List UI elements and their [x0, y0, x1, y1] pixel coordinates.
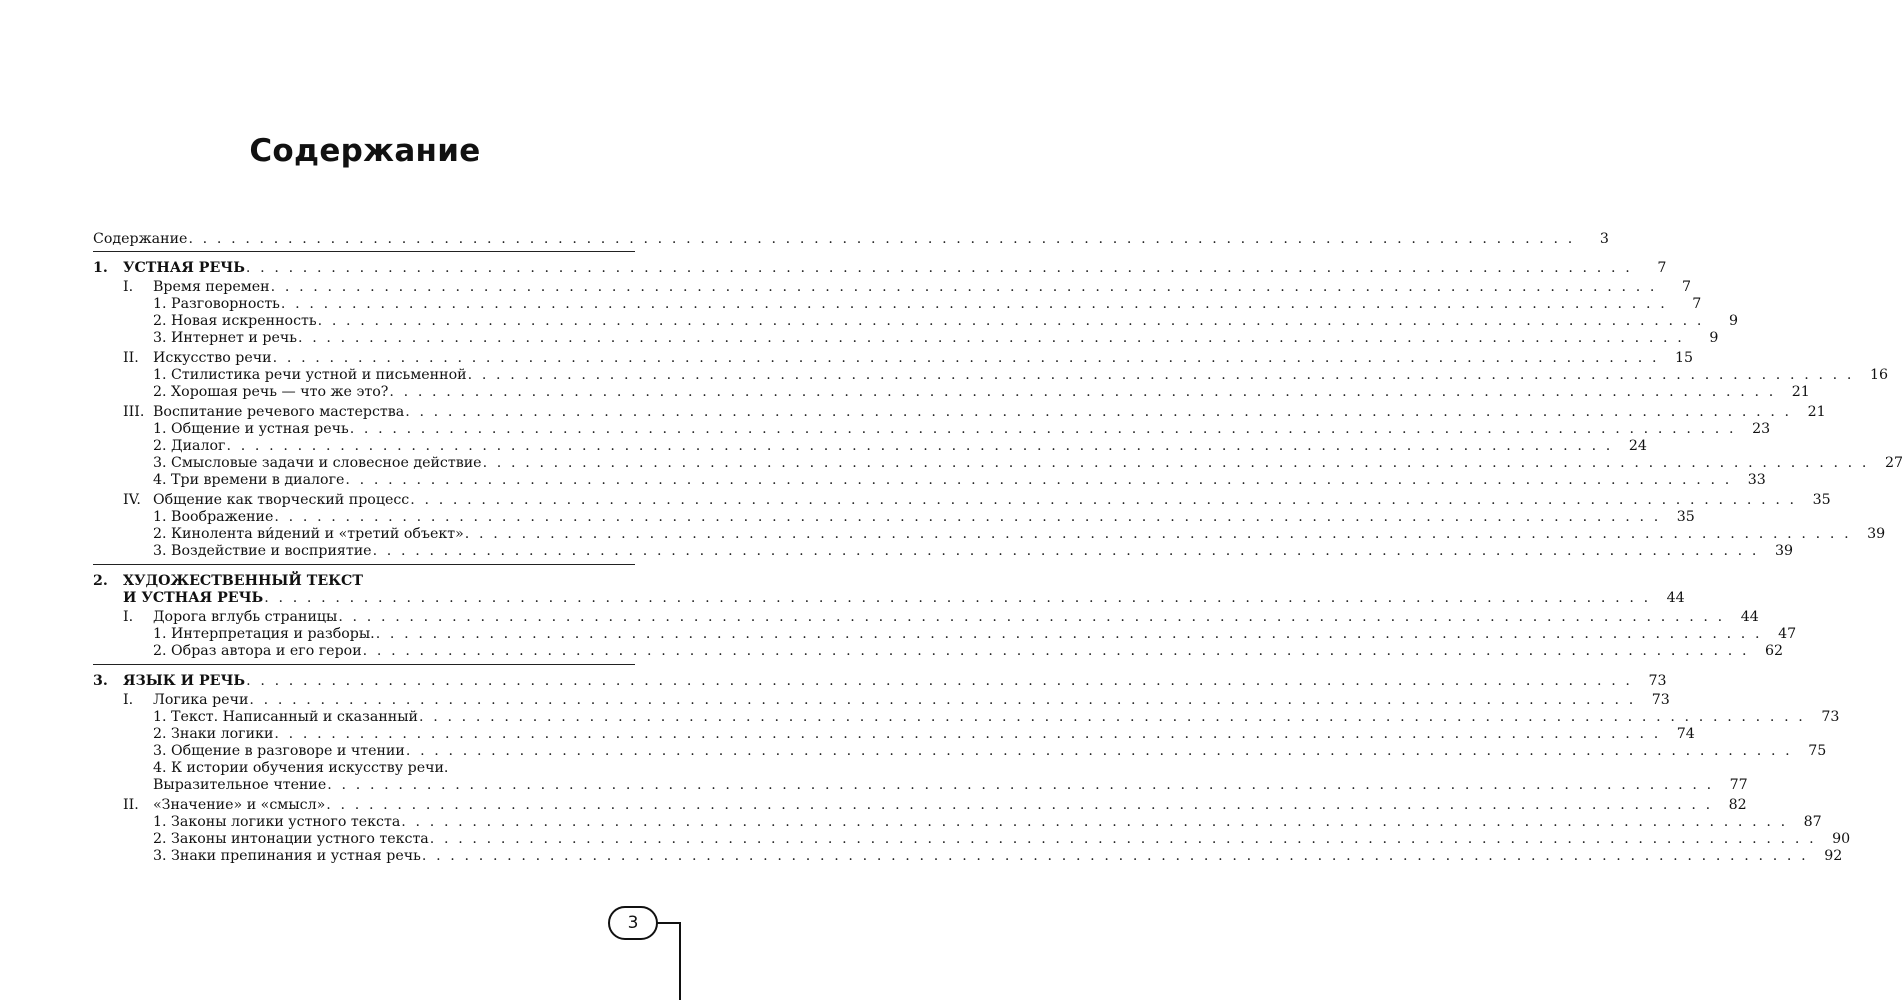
toc-entry-page: 39: [1867, 526, 1886, 542]
toc-entry-label: 2. Диалог: [153, 438, 226, 454]
toc-entry[interactable]: [93, 330, 1719, 347]
dot-leader: . . . . . . . . . . . . . . . . . . . . . . . . . . . . . . . . . . . . . . . . . . . . . . . . . . . . . . . . . . . . . . . . . . . . . . . . . . . . . . . . . . . . . . . . . . . . . . . . . .: [264, 590, 1651, 606]
dot-leader: . . . . . . . . . . . . . . . . . . . . . . . . . . . . . . . . . . . . . . . . . . . . . . . . . . . . . . . . . . . . . . . . . . . . . . . . . . . . . . . . . . . . . . . . . . . . . . . . . .: [482, 455, 1869, 471]
dot-leader: . . . . . . . . . . . . . . . . . . . . . . . . . . . . . . . . . . . . . . . . . . . . . . . . . . . . . . . . . . . . . . . . . . . . . . . . . . . . . . . . . . . . . . . . . . . . . . . . . .: [421, 848, 1809, 864]
toc-entry-page: 73: [1821, 709, 1840, 725]
toc-entry-label: 3. Смысловые задачи и словесное действие: [153, 455, 482, 471]
toc-entry-label: 1. Воображение: [153, 509, 274, 525]
toc-section-entry[interactable]: [93, 692, 1670, 709]
toc-entry-page: 82: [1728, 797, 1747, 813]
toc-entry-label: 2. Кинолента ви́дений и «третий объект»: [153, 526, 464, 542]
dot-leader: . . . . . . . . . . . . . . . . . . . . . . . . . . . . . . . . . . . . . . . . . . . . . . . . . . . . . . . . . . . . . . . . . . . . . . . . . . . . . . . . . . . . . . . . . . . . . . . . . .: [188, 231, 1575, 247]
toc-entry-page: 73: [1651, 692, 1670, 708]
dot-leader: . . . . . . . . . . . . . . . . . . . . . . . . . . . . . . . . . . . . . . . . . . . . . . . . . . . . . . . . . . . . . . . . . . . . . . . . . . . . . . . . . . . . . . . . . . . . . . . . . .: [270, 279, 1658, 295]
toc-entry[interactable]: [93, 384, 1810, 401]
toc-entry[interactable]: [93, 509, 1695, 526]
toc-entry-page: 74: [1676, 726, 1695, 742]
toc-entry-label: 1. Текст. Написанный и сказанный: [153, 709, 418, 725]
toc-entry[interactable]: [93, 313, 1739, 330]
dot-leader: . . . . . . . . . . . . . . . . . . . . . . . . . . . . . . . . . . . . . . . . . . . . . . . . . . . . . . . . . . . . . . . . . . . . . . . . . . . . . . . . . . . . . . . . . . . . . . . . . .: [372, 543, 1759, 559]
dot-leader: . . . . . . . . . . . . . . . . . . . . . . . . . . . . . . . . . . . . . . . . . . . . . . . . . . . . . . . . . . . . . . . . . . . . . . . . . . . . . . . . . . . . . . . . . . . . . . . . . .: [274, 509, 1661, 525]
page-marker-line: [679, 922, 681, 1000]
toc-section: [93, 401, 1903, 489]
dot-leader: . . . . . . . . . . . . . . . . . . . . . . . . . . . . . . . . . . . . . . . . . . . . . . . . . . . . . . . . . . . . . . . . . . . . . . . . . . . . . . . . . . . . . . . . . . . . . . . . . .: [467, 367, 1855, 383]
toc-entry-page: 77: [1729, 777, 1748, 793]
toc-entry-label: 2. Образ автора и его герои: [153, 643, 362, 659]
dot-leader: . . . . . . . . . . . . . . . . . . . . . . . . . . . . . . . . . . . . . . . . . . . . . . . . . . . . . . . . . . . . . . . . . . . . . . . . . . . . . . . . . . . . . . . . . . . . . . . . . .: [375, 626, 1763, 642]
toc-entry[interactable]: [93, 421, 1771, 438]
toc-chapter: [93, 570, 1797, 665]
toc-section-entry[interactable]: [93, 404, 1826, 421]
toc-section: [93, 690, 1840, 794]
dot-leader: . . . . . . . . . . . . . . . . . . . . . . . . . . . . . . . . . . . . . . . . . . . . . . . . . . . . . . . . . . . . . . . . . . . . . . . . . . . . . . . . . . . . . . . . . . . . . . . . . .: [338, 609, 1725, 625]
toc-entry[interactable]: [93, 543, 1793, 560]
dot-leader: . . . . . . . . . . . . . . . . . . . . . . . . . . . . . . . . . . . . . . . . . . . . . . . . . . . . . . . . . . . . . . . . . . . . . . . . . . . . . . . . . . . . . . . . . . . . . . . . . .: [405, 743, 1793, 759]
toc-entry-label: 1. Разговорность: [153, 296, 280, 312]
dot-leader: . . . . . . . . . . . . . . . . . . . . . . . . . . . . . . . . . . . . . . . . . . . . . . . . . . . . . . . . . . . . . . . . . . . . . . . . . . . . . . . . . . . . . . . . . . . . . . . . . .: [249, 692, 1636, 708]
toc-section: [93, 277, 1739, 347]
chapter-title: И УСТНАЯ РЕЧЬ: [123, 590, 264, 606]
toc-entry-page: 15: [1675, 350, 1694, 366]
toc-entry-label: Логика речи: [153, 692, 249, 708]
dot-leader: . . . . . . . . . . . . . . . . . . . . . . . . . . . . . . . . . . . . . . . . . . . . . . . . . . . . . . . . . . . . . . . . . . . . . . . . . . . . . . . . . . . . . . . . . . . . . . . . . .: [464, 526, 1852, 542]
toc-entry[interactable]: [93, 814, 1822, 831]
page-title: Содержание: [249, 133, 481, 169]
toc-chapter-heading[interactable]: [93, 673, 1667, 690]
toc-entry-page: 7: [1682, 279, 1692, 295]
chapter-number: 3.: [93, 673, 108, 689]
chapter-number: 1.: [93, 260, 108, 276]
toc-section: [93, 489, 1886, 560]
table-of-contents: [93, 231, 1903, 874]
dot-leader: . . . . . . . . . . . . . . . . . . . . . . . . . . . . . . . . . . . . . . . . . . . . . . . . . . . . . . . . . . . . . . . . . . . . . . . . . . . . . . . . . . . . . . . . . . . . . . . . . .: [272, 350, 1660, 366]
toc-entry-page: 7: [1657, 260, 1667, 276]
section-numeral: I.: [123, 279, 134, 295]
dot-leader: . . . . . . . . . . . . . . . . . . . . . . . . . . . . . . . . . . . . . . . . . . . . . . . . . . . . . . . . . . . . . . . . . . . . . . . . . . . . . . . . . . . . . . . . . . . . . . . . . .: [326, 797, 1713, 813]
toc-entry[interactable]: [93, 455, 1903, 472]
toc-entry-label: 2. Новая искренность: [153, 313, 317, 329]
toc-entry-label: Общение как творческий процесс: [153, 492, 410, 508]
toc-entry-label: «Значение» и «смысл»: [153, 797, 326, 813]
section-numeral: II.: [123, 350, 139, 366]
dot-leader: . . . . . . . . . . . . . . . . . . . . . . . . . . . . . . . . . . . . . . . . . . . . . . . . . . . . . . . . . . . . . . . . . . . . . . . . . . . . . . . . . . . . . . . . . . . . . . . . . .: [245, 260, 1633, 276]
toc-entry-label: 3. Знаки препинания и устная речь: [153, 848, 421, 864]
toc-chapter: [93, 257, 1903, 565]
toc-entry-label: Искусство речи: [153, 350, 272, 366]
toc-entry-label: Выразительное чтение: [153, 777, 327, 793]
toc-entry-page: 44: [1666, 590, 1685, 606]
toc-entry-page: 21: [1807, 404, 1826, 420]
section-numeral: IV.: [123, 492, 141, 508]
toc-entry-page: 27: [1884, 455, 1903, 471]
toc-entry-page: 73: [1648, 673, 1667, 689]
section-numeral: I.: [123, 609, 134, 625]
toc-entry-page: 21: [1791, 384, 1810, 400]
toc-entry-label: Содержание: [93, 231, 188, 247]
chapter-number: 2.: [93, 573, 108, 589]
toc-entry[interactable]: [93, 726, 1695, 743]
toc-entry-page: 16: [1869, 367, 1889, 383]
toc-entry-label: 1. Интерпретация и разборы.: [153, 626, 375, 642]
chapter-title: ХУДОЖЕСТВЕННЫЙ ТЕКСТ: [123, 573, 363, 589]
dot-leader: . . . . . . . . . . . . . . . . . . . . . . . . . . . . . . . . . . . . . . . . . . . . . . . . . . . . . . . . . . . . . . . . . . . . . . . . . . . . . . . . . . . . . . . . . . . . . . . . . .: [405, 404, 1792, 420]
dot-leader: . . . . . . . . . . . . . . . . . . . . . . . . . . . . . . . . . . . . . . . . . . . . . . . . . . . . . . . . . . . . . . . . . . . . . . . . . . . . . . . . . . . . . . . . . . . . . . . . . .: [349, 421, 1737, 437]
toc-entry[interactable]: [93, 643, 1784, 660]
toc-entry-page: 92: [1824, 848, 1843, 864]
toc-entry-label: Время перемен: [153, 279, 270, 295]
toc-chapter-heading[interactable]: [93, 573, 635, 590]
toc-entry-page: 44: [1740, 609, 1759, 625]
toc-section: [93, 794, 1851, 865]
toc-entry[interactable]: [93, 367, 1889, 384]
toc-entry-label: Воспитание речевого мастерства: [153, 404, 405, 420]
toc-section-entry[interactable]: [93, 279, 1692, 296]
dot-leader: . . . . . . . . . . . . . . . . . . . . . . . . . . . . . . . . . . . . . . . . . . . . . . . . . . . . . . . . . . . . . . . . . . . . . . . . . . . . . . . . . . . . . . . . . . . . . . . . . .: [327, 777, 1714, 793]
toc-entry[interactable]: [93, 760, 635, 777]
toc-chapter-heading[interactable]: [93, 260, 1667, 277]
toc-entry-label: 1. Законы логики устного текста: [153, 814, 401, 830]
page-marker-line: [657, 922, 681, 924]
toc-entry-label: 2. Законы интонации устного текста: [153, 831, 429, 847]
toc-section: [93, 347, 1889, 401]
toc-entry[interactable]: [93, 848, 1843, 865]
chapter-title: УСТНАЯ РЕЧЬ: [123, 260, 245, 276]
toc-entry-page: 9: [1709, 330, 1719, 346]
toc-entry-page: 35: [1812, 492, 1831, 508]
toc-entry-page: 35: [1676, 509, 1695, 525]
toc-entry-page: 90: [1832, 831, 1851, 847]
dot-leader: . . . . . . . . . . . . . . . . . . . . . . . . . . . . . . . . . . . . . . . . . . . . . . . . . . . . . . . . . . . . . . . . . . . . . . . . . . . . . . . . . . . . . . . . . . . . . . . . . .: [362, 643, 1750, 659]
toc-entry-page: 62: [1765, 643, 1784, 659]
toc-entry-label: 3. Интернет и речь: [153, 330, 297, 346]
toc-entry-label: 2. Хорошая речь — что же это?: [153, 384, 389, 400]
dot-leader: . . . . . . . . . . . . . . . . . . . . . . . . . . . . . . . . . . . . . . . . . . . . . . . . . . . . . . . . . . . . . . . . . . . . . . . . . . . . . . . . . . . . . . . . . . . . . . . . . .: [345, 472, 1732, 488]
toc-entry-label: 1. Общение и устная речь: [153, 421, 349, 437]
toc-chapters: [93, 257, 1903, 869]
toc-section-entry[interactable]: [93, 609, 1759, 626]
toc-entry-label: 2. Знаки логики: [153, 726, 274, 742]
dot-leader: . . . . . . . . . . . . . . . . . . . . . . . . . . . . . . . . . . . . . . . . . . . . . . . . . . . . . . . . . . . . . . . . . . . . . . . . . . . . . . . . . . . . . . . . . . . . . . . . . .: [401, 814, 1788, 830]
page-number: 3: [627, 913, 639, 933]
toc-section-entry[interactable]: [93, 350, 1694, 367]
page-number-badge: [608, 906, 658, 940]
toc-entry-label: 1. Стилистика речи устной и письменной: [153, 367, 467, 383]
toc-entry-page: 47: [1778, 626, 1797, 642]
dot-leader: . . . . . . . . . . . . . . . . . . . . . . . . . . . . . . . . . . . . . . . . . . . . . . . . . . . . . . . . . . . . . . . . . . . . . . . . . . . . . . . . . . . . . . . . . . . . . . . . . .: [389, 384, 1776, 400]
dot-leader: . . . . . . . . . . . . . . . . . . . . . . . . . . . . . . . . . . . . . . . . . . . . . . . . . . . . . . . . . . . . . . . . . . . . . . . . . . . . . . . . . . . . . . . . . . . . . . . . . .: [419, 709, 1806, 725]
toc-entry[interactable]: [93, 296, 1702, 313]
chapter-title: ЯЗЫК И РЕЧЬ: [123, 673, 246, 689]
toc-entry-page: 9: [1728, 313, 1739, 329]
toc-entry-label: Дорога вглубь страницы: [153, 609, 338, 625]
toc-entry[interactable]: [93, 626, 1797, 643]
dot-leader: . . . . . . . . . . . . . . . . . . . . . . . . . . . . . . . . . . . . . . . . . . . . . . . . . . . . . . . . . . . . . . . . . . . . . . . . . . . . . . . . . . . . . . . . . . . . . . . . . .: [297, 330, 1685, 346]
dot-leader: . . . . . . . . . . . . . . . . . . . . . . . . . . . . . . . . . . . . . . . . . . . . . . . . . . . . . . . . . . . . . . . . . . . . . . . . . . . . . . . . . . . . . . . . . . . . . . . . . .: [429, 831, 1817, 847]
toc-chapter: [93, 670, 1851, 869]
toc-entry[interactable]: [93, 438, 1647, 455]
toc-entry[interactable]: [93, 777, 1748, 794]
toc-chapter-heading[interactable]: [93, 590, 1685, 607]
toc-section-entry[interactable]: [93, 797, 1747, 814]
dot-leader: . . . . . . . . . . . . . . . . . . . . . . . . . . . . . . . . . . . . . . . . . . . . . . . . . . . . . . . . . . . . . . . . . . . . . . . . . . . . . . . . . . . . . . . . . . . . . . . . . .: [226, 438, 1613, 454]
toc-section-entry[interactable]: [93, 492, 1831, 509]
toc-entry-page: 24: [1628, 438, 1647, 454]
toc-entry-label: 3. Общение в разговоре и чтении: [153, 743, 405, 759]
toc-entry[interactable]: [93, 831, 1851, 848]
toc-entry-page: 23: [1752, 421, 1771, 437]
section-numeral: II.: [123, 797, 139, 813]
toc-entry[interactable]: [93, 743, 1827, 760]
toc-section: [93, 607, 1797, 660]
toc-entry-label: 4. Три времени в диалоге: [153, 472, 345, 488]
toc-entry[interactable]: [93, 472, 1766, 489]
toc-entry[interactable]: [93, 231, 1609, 248]
toc-entry-page: 33: [1747, 472, 1766, 488]
dot-leader: . . . . . . . . . . . . . . . . . . . . . . . . . . . . . . . . . . . . . . . . . . . . . . . . . . . . . . . . . . . . . . . . . . . . . . . . . . . . . . . . . . . . . . . . . . . . . . . . . .: [410, 492, 1797, 508]
section-numeral: I.: [123, 692, 134, 708]
toc-entry-page: 87: [1803, 814, 1822, 830]
toc-entry[interactable]: [93, 709, 1840, 726]
toc-entry-page: 7: [1692, 296, 1702, 312]
toc-entry[interactable]: [93, 526, 1886, 543]
toc-entry-page: 39: [1774, 543, 1793, 559]
section-numeral: III.: [123, 404, 145, 420]
toc-entry-page: 3: [1599, 231, 1609, 247]
dot-leader: . . . . . . . . . . . . . . . . . . . . . . . . . . . . . . . . . . . . . . . . . . . . . . . . . . . . . . . . . . . . . . . . . . . . . . . . . . . . . . . . . . . . . . . . . . . . . . . . . .: [246, 673, 1633, 689]
dot-leader: . . . . . . . . . . . . . . . . . . . . . . . . . . . . . . . . . . . . . . . . . . . . . . . . . . . . . . . . . . . . . . . . . . . . . . . . . . . . . . . . . . . . . . . . . . . . . . . . . .: [280, 296, 1668, 312]
toc-intro-block: [93, 231, 1609, 252]
dot-leader: . . . . . . . . . . . . . . . . . . . . . . . . . . . . . . . . . . . . . . . . . . . . . . . . . . . . . . . . . . . . . . . . . . . . . . . . . . . . . . . . . . . . . . . . . . . . . . . . . .: [317, 313, 1705, 329]
toc-entry-page: 75: [1808, 743, 1827, 759]
toc-entry-label: 3. Воздействие и восприятие: [153, 543, 372, 559]
dot-leader: . . . . . . . . . . . . . . . . . . . . . . . . . . . . . . . . . . . . . . . . . . . . . . . . . . . . . . . . . . . . . . . . . . . . . . . . . . . . . . . . . . . . . . . . . . . . . . . . . .: [274, 726, 1661, 742]
toc-entry-label: 4. К истории обучения искусству речи.: [153, 760, 449, 776]
